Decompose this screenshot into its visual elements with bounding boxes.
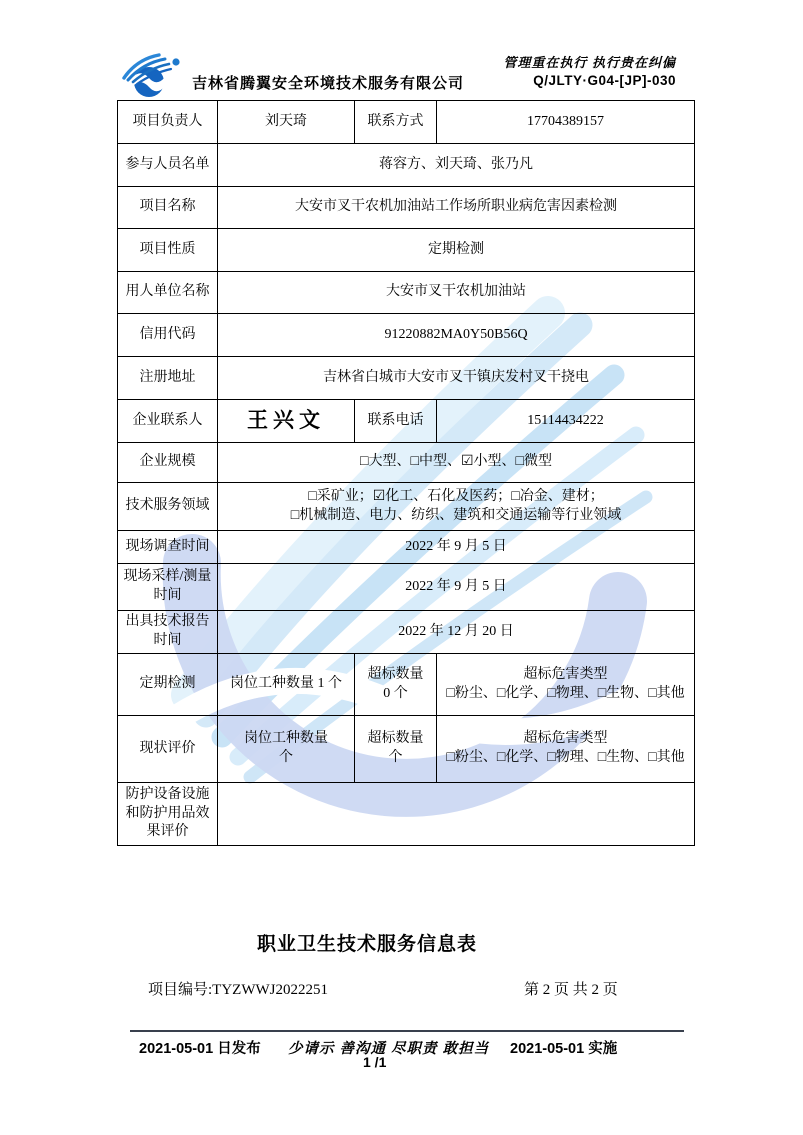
project-type-value: 定期检测: [218, 229, 695, 272]
jobs-count-label: 岗位工种数量: [244, 731, 328, 747]
field-label: 项目性质: [118, 229, 218, 272]
header-right-block: [503, 52, 676, 88]
field-label: 项目负责人: [118, 101, 218, 144]
report-date-value: 2022 年 12 月 20 日: [218, 611, 695, 654]
field-label: 定期检测: [118, 654, 218, 716]
hazard-type-checkboxes: □粉尘、□化学、□物理、□生物、□其他: [446, 750, 685, 765]
field-label: 现状评价: [118, 716, 218, 783]
doc-number: Q/JLTY·G04-[JP]-030: [533, 73, 676, 88]
project-leader-value: 刘天琦: [218, 101, 355, 144]
table-row: [118, 483, 695, 531]
field-label: 联系方式: [355, 101, 437, 144]
table-row: [118, 564, 695, 611]
company-name: 吉林省腾翼安全环境技术服务有限公司: [192, 75, 465, 92]
participants-value: 蒋容方、刘天琦、张乃凡: [218, 144, 695, 187]
service-field-checkboxes: [218, 483, 695, 531]
hazard-type-checkboxes: □粉尘、□化学、□物理、□生物、□其他: [446, 685, 685, 701]
footer-issued-date: 2021-05-01 日发布: [139, 1041, 261, 1057]
field-label: 注册地址: [118, 357, 218, 400]
table-row: [118, 187, 695, 229]
status-exceed-count: [355, 716, 437, 783]
table-row: [118, 314, 695, 357]
table-row: [118, 101, 695, 144]
table-row: [118, 272, 695, 314]
table-row: [118, 144, 695, 187]
enterprise-scale-checkboxes: □大型、□中型、☑小型、□微型: [218, 443, 695, 483]
project-name-value: 大安市叉干农机加油站工作场所职业病危害因素检测: [218, 187, 695, 229]
table-row: [118, 357, 695, 400]
table-row: [118, 400, 695, 443]
company-logo-icon: [118, 52, 186, 99]
survey-date-value: 2022 年 9 月 5 日: [218, 531, 695, 564]
field-label: 信用代码: [118, 314, 218, 357]
table-row: [118, 654, 695, 716]
service-field-line1: □采矿业；☑化工、石化及医药；□冶金、建材；: [308, 488, 604, 504]
contact-phone-value: 17704389157: [437, 101, 695, 144]
service-info-table: [117, 100, 695, 846]
enterprise-contact-value: [218, 400, 355, 443]
project-number-line: [148, 978, 328, 999]
status-jobs-count: [218, 716, 355, 783]
status-hazard-types: [437, 716, 695, 783]
service-field-line2: □机械制造、电力、纺织、建筑和交通运输等行业领域: [290, 507, 622, 523]
credit-code-value: 91220882MA0Y50B56Q: [218, 314, 695, 357]
footer-divider: [130, 1030, 684, 1032]
field-label: 防护设备设施和防护用品效果评价: [118, 783, 218, 846]
field-label: 企业联系人: [118, 400, 218, 443]
page-number: 1 /1: [363, 1054, 387, 1070]
exceed-count-value: 个: [388, 750, 403, 765]
page-info: 第 2 页 共 2 页: [524, 982, 618, 998]
table-row: [118, 716, 695, 783]
sheet-title: 职业卫生技术服务信息表: [256, 934, 477, 955]
field-label: 技术服务领域: [118, 483, 218, 531]
hazard-type-label: 超标危害类型: [523, 666, 608, 682]
table-row: [118, 531, 695, 564]
table-row: [118, 229, 695, 272]
exceed-count-value: 0 个: [383, 685, 408, 701]
periodic-hazard-types: [437, 654, 695, 716]
project-number-label: 项目编号:: [148, 982, 213, 998]
periodic-exceed-count: [355, 654, 437, 716]
enterprise-phone-value: 15114434222: [437, 400, 695, 443]
table-row: [118, 611, 695, 654]
exceed-count-label: 超标数量: [367, 731, 424, 747]
table-row: [118, 783, 695, 846]
field-label: 联系电话: [355, 400, 437, 443]
enterprise-contact-name: 王兴文: [247, 408, 325, 432]
periodic-jobs-count: 岗位工种数量 1 个: [218, 654, 355, 716]
table-row: [118, 443, 695, 483]
hazard-type-label: 超标危害类型: [523, 731, 608, 747]
footer-motto: 少请示 善沟通 尽职责 敢担当: [288, 1041, 490, 1057]
project-number-value: TYZWWJ2022251: [212, 982, 328, 998]
employer-name-value: 大安市叉干农机加油站: [218, 272, 695, 314]
field-label: 参与人员名单: [118, 144, 218, 187]
footer-implemented-date: 2021-05-01 实施: [510, 1041, 618, 1057]
field-label: 用人单位名称: [118, 272, 218, 314]
sampling-date-value: 2022 年 9 月 5 日: [218, 564, 695, 611]
protection-evaluation-value: [218, 783, 695, 846]
field-label: 现场调查时间: [118, 531, 218, 564]
field-label: 现场采样/测量时间: [118, 564, 218, 611]
header-slogan: 管理重在执行 执行贵在纠偏: [503, 55, 676, 70]
field-label: 企业规模: [118, 443, 218, 483]
registered-address-value: 吉林省白城市大安市叉干镇庆发村叉干挠电: [218, 357, 695, 400]
field-label: 项目名称: [118, 187, 218, 229]
jobs-count-value: 个: [279, 750, 293, 765]
field-label: 出具技术报告时间: [118, 611, 218, 654]
exceed-count-label: 超标数量: [367, 666, 424, 682]
